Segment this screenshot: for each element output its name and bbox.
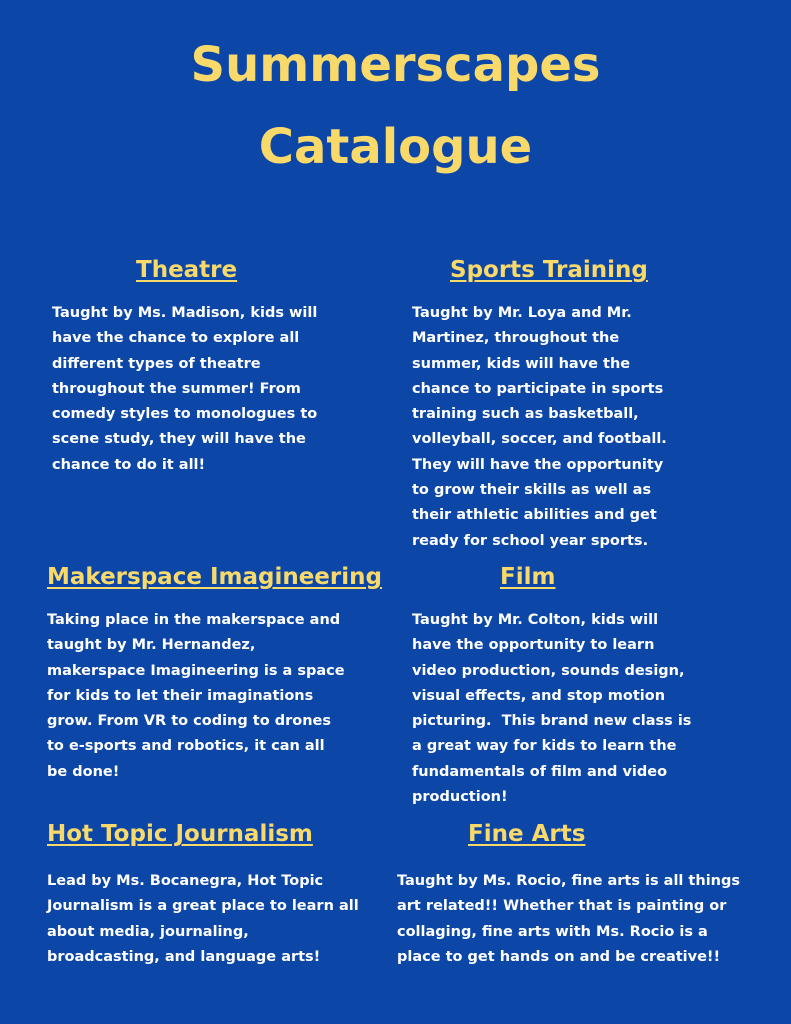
description-line: a great way for kids to learn the [412,738,677,755]
description-line: They will have the opportunity [412,456,664,473]
description-line: to grow their skills as well as [412,482,652,499]
program-heading-theatre: Theatre [136,257,238,283]
program-description-makerspace-imagineering [47,608,345,785]
description-line: their athletic abilities and get [412,507,657,524]
description-line: Taught by Ms. Rocio, fine arts is all things [397,873,740,889]
program-heading-film: Film [500,564,556,590]
description-line: have the opportunity to learn [412,637,655,654]
description-line: video production, sounds design, [412,662,685,679]
program-description-hot-topic-journalism [47,869,359,970]
description-line: be done! [47,763,120,780]
description-line: training such as basketball, [412,406,639,423]
program-description-film [412,608,691,810]
description-line: summer, kids will have the [412,355,631,372]
description-line: Martinez, throughout the [412,330,620,347]
description-line: Taking place in the makerspace and [47,612,341,628]
program-description-fine-arts [397,869,740,970]
description-line: taught by Mr. Hernandez, [47,637,256,654]
description-line: visual effects, and stop motion [412,687,666,704]
description-line: grow. From VR to coding to drones [47,713,332,730]
program-heading-hot-topic-journalism: Hot Topic Journalism [47,821,313,847]
description-line: makerspace Imagineering is a space [47,662,345,679]
program-description-sports-training [412,301,667,554]
catalogue-title-line-1: Summerscapes [190,37,601,93]
description-line: production! [412,789,508,806]
description-line: place to get hands on and be creative!! [397,948,721,965]
description-line: comedy styles to monologues to [52,406,318,423]
description-line: picturing. This brand new class is [412,713,692,730]
description-line: fundamentals of film and video [412,763,668,780]
description-line: chance to participate in sports [412,380,664,397]
program-heading-sports-training: Sports Training [450,257,648,283]
program-heading-makerspace-imagineering: Makerspace Imagineering [47,564,382,590]
description-line: Taught by Mr. Colton, kids will [412,612,659,628]
description-line: collaging, fine arts with Ms. Rocio is a [397,923,708,940]
program-heading-fine-arts: Fine Arts [468,821,586,847]
program-description-theatre [52,301,317,478]
description-line: chance to do it all! [52,456,206,473]
description-line: Taught by Mr. Loya and Mr. [412,305,632,321]
description-line: Lead by Ms. Bocanegra, Hot Topic [47,873,324,889]
description-line: scene study, they will have the [52,431,306,448]
description-line: about media, journaling, [47,923,249,940]
description-line: different types of theatre [52,355,261,372]
description-line: ready for school year sports. [412,532,649,549]
catalogue-title-line-2: Catalogue [258,119,533,175]
description-line: Taught by Ms. Madison, kids will [52,305,318,321]
description-line: to e-sports and robotics, it can all [47,738,325,755]
description-line: Journalism is a great place to learn all [47,898,359,915]
description-line: have the chance to explore all [52,330,300,347]
description-line: art related!! Whether that is painting or [397,898,727,915]
description-line: for kids to let their imaginations [47,687,314,704]
description-line: broadcasting, and language arts! [47,948,321,965]
description-line: volleyball, soccer, and football. [412,431,667,448]
description-line: throughout the summer! From [52,380,301,397]
